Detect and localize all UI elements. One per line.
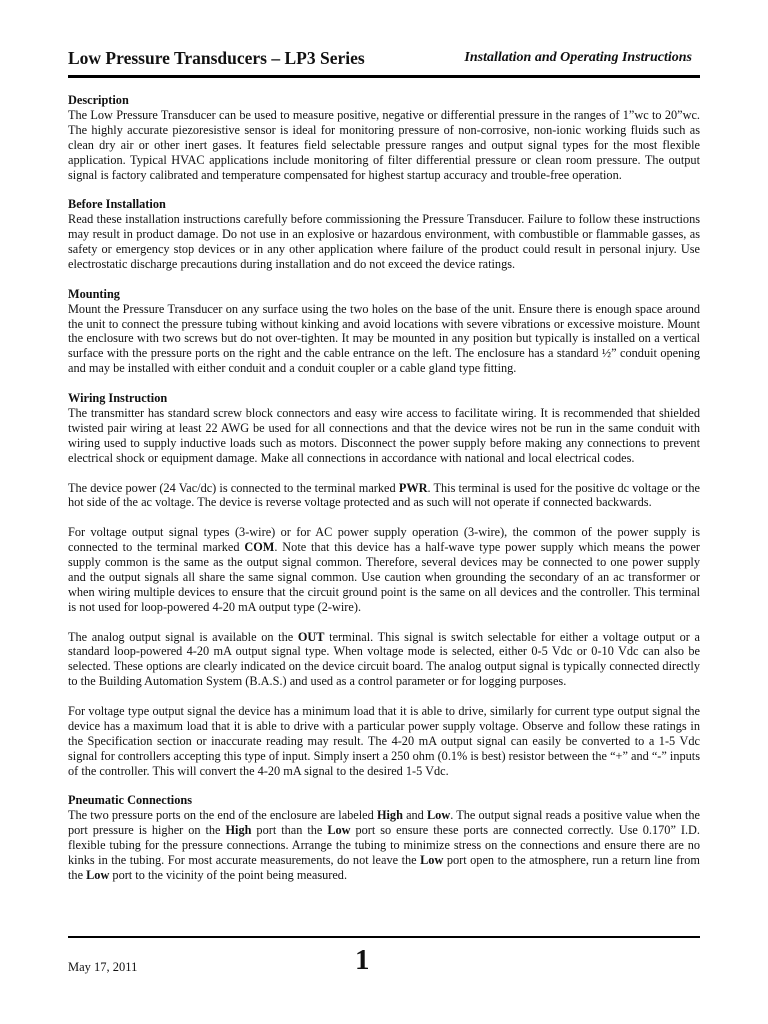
paragraph-common bbox=[68, 525, 700, 614]
text-run: and bbox=[402, 808, 427, 823]
port-label: Low bbox=[327, 823, 351, 838]
section-description bbox=[68, 93, 700, 182]
text-run: terminal. This signal is switch selectable for either a voltage output or a standard loop-powered 4-20 mA output signal type. When voltage mode is selected, either 0-5 Vdc or 0-10 Vdc can also be selected. These options are clearly indicated on the device circuit board. The analog output signal is typically connected directly to the Building Automation System (B.A.S.) and used as a control parameter or for logging purposes. bbox=[68, 629, 700, 689]
text-run: . The output signal reads a positive value when the port pressure is higher on the bbox=[68, 808, 700, 838]
footer-date: May 17, 2011 bbox=[68, 960, 138, 974]
text-run: port than the bbox=[251, 823, 328, 838]
section-text: Mount the Pressure Transducer on any surface using the two holes on the base of the unit. Ensure there is enough space around the unit to connect the pressure tubing without kinking and avoid locations with severe vibrations or excessive moisture. Mount the enclosure with two screws but do not over-tighten. It may be mounted in any position but typically is installed on a vertical surface with the pressure ports on the right and the cable entrance on the left. The enclosure has a standard ½” conduit opening and may be installed with either conduit and a conduit coupler or a cable gland type fitting. bbox=[68, 301, 700, 376]
port-label: Low bbox=[86, 868, 110, 882]
page-number: 1 bbox=[355, 944, 370, 976]
terminal-label: PWR bbox=[398, 480, 428, 495]
terminal-label: COM bbox=[244, 540, 275, 555]
paragraph-load bbox=[68, 704, 700, 779]
text-run: port so ensure these ports are connected correctly. Use 0.170” I.D. flexible tubing for the pressure connections. Arrange the tubing to minimize stress on the connections and ensure there are no kinks in the tubing. For most accurate measurements, do not leave the bbox=[68, 823, 700, 868]
document-body bbox=[68, 93, 700, 883]
page-header bbox=[68, 48, 700, 72]
document-title: Low Pressure Transducers – LP3 Series bbox=[68, 48, 365, 68]
section-heading: Description bbox=[68, 93, 129, 107]
text-run: port open to the atmosphere, run a return line from the bbox=[68, 853, 700, 882]
footer-rule bbox=[68, 936, 700, 938]
terminal-label: OUT bbox=[297, 629, 325, 644]
text-run: The two pressure ports on the end of the enclosure are labeled bbox=[68, 808, 377, 823]
port-label: Low bbox=[420, 853, 444, 868]
text-run: . Note that this device has a half-wave type power supply which means the power supply common is the same as the output signal common. Therefore, several devices may be connected to one power supply and the output signals all share the same signal common. Use caution when grounding the secondary of an ac transformer or when wiring multiple devices to ensure that the circuit ground point is the same on all devices and the controller. This terminal is not used for loop-powered 4-20 mA output type (2-wire). bbox=[68, 540, 700, 614]
text-run: The device power (24 Vac/dc) is connected to the terminal marked bbox=[68, 480, 399, 495]
header-rule bbox=[68, 75, 700, 78]
section-heading: Wiring Instruction bbox=[68, 391, 168, 406]
section-heading: Mounting bbox=[68, 286, 120, 301]
port-label: High bbox=[225, 823, 252, 838]
section-pneumatic bbox=[68, 793, 700, 882]
paragraph-output bbox=[68, 630, 700, 690]
text-run: For voltage type output signal the device has a minimum load that it is able to drive, similarly for current type output signal the device has a maximum load that it is able to drive with a particular power supply voltage. Observe and follow these ratings in the Specification section or inaccurate reading may result. The 4-20 mA output signal can easily be converted to a 1-5 Vdc signal for controllers accepting this type of input. Simply insert a 250 ohm (0.1% is best) resistor between the “+” and “-” inputs of the controller. This will convert the 4-20 mA signal to the desired 1-5 Vdc. bbox=[68, 704, 700, 778]
section-before-installation bbox=[68, 197, 700, 272]
text-run: The analog output signal is available on the bbox=[68, 629, 298, 644]
section-mounting bbox=[68, 287, 700, 376]
section-text: The transmitter has standard screw block connectors and easy wire access to facilitate wiring. It is recommended that shielded twisted pair wiring at least 22 AWG be used for all connections and that the device wires not be run in the same conduit with wiring used to supply inductive loads such as motors. Disconnect the power supply before making any connections to prevent electrical shock or equipment damage. Make all connections in accordance with national and local electrical codes. bbox=[68, 405, 700, 465]
section-heading: Pneumatic Connections bbox=[68, 793, 192, 808]
text-run: port to the vicinity of the point being measured. bbox=[109, 868, 348, 882]
section-text: The Low Pressure Transducer can be used to measure positive, negative or differential pressure in the ranges of 1”wc to 20”wc. The highly accurate piezoresistive sensor is ideal for monitoring pressure of non-corrosive, non-ionic working fluids such as clean dry air or other inert gases. It features field selectable pressure ranges and output signal types for the most flexible application. Typical HVAC applications include monitoring of filter differential pressure or clean room pressure. The output signal is factory calibrated and temperature compensated for highest startup accuracy and trouble-free operation. bbox=[68, 107, 700, 182]
text-run: . This terminal is used for the positive dc voltage or the hot side of the ac voltage. The device is reverse voltage protected and as such will not operate if connected backwards. bbox=[68, 480, 700, 510]
document-subtitle: Installation and Operating Instructions bbox=[464, 50, 692, 65]
paragraph-power bbox=[68, 481, 700, 511]
text-run: For voltage output signal types (3-wire) or for AC power supply operation (3-wire), the common of the power supply is connected to the terminal marked bbox=[68, 525, 700, 555]
section-text: Read these installation instructions carefully before commissioning the Pressure Transducer. Failure to follow these instructions may result in product damage. Do not use in an explosive or hazardous environment, with combustible or flammable gasses, as safety or emergency stop devices or in any other application where failure of the product could result in personal injury. Use electrostatic discharge precautions during installation and do not exceed the device ratings. bbox=[68, 212, 700, 271]
port-label: Low bbox=[426, 808, 451, 823]
section-heading: Before Installation bbox=[68, 197, 166, 212]
section-wiring bbox=[68, 391, 700, 466]
port-label: High bbox=[376, 808, 403, 823]
